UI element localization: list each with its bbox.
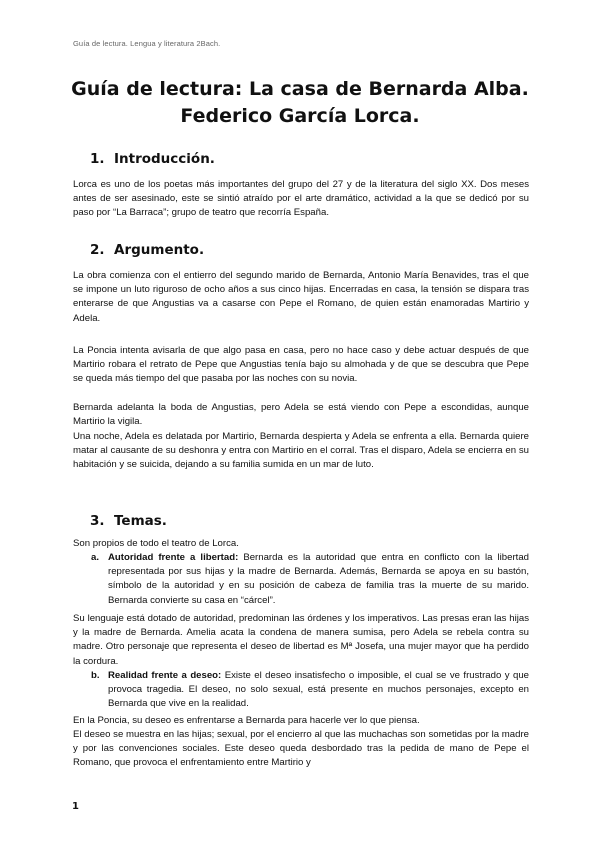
section-heading-argumento [90, 242, 204, 258]
title-line-2: Federico García Lorca. [180, 105, 420, 127]
section-heading-introduccion [90, 151, 215, 167]
temas-intro: Son propios de todo el teatro de Lorca. [73, 538, 239, 549]
list-item-text: Bernarda es la autoridad que entra en conflicto con la libertad representada por sus hijas y la madre de Bernarda. Además, Bernarda se apoya en su bastón, símbolo de la autoridad y en su posición de cabeza de familia tras la muerte de su marido. Bernarda convierte su casa en “cárcel”. [108, 552, 529, 606]
list-item-realidad [91, 669, 529, 712]
section-title: Temas. [114, 513, 167, 529]
section-title: Argumento. [114, 242, 205, 258]
document-title [40, 76, 560, 130]
list-item-title: Autoridad frente a libertad: [108, 552, 239, 563]
page-number: 1 [72, 801, 79, 812]
argumento-paragraph-3: Bernarda adelanta la boda de Angustias, pero Adela se está viendo con Pepe a escondidas, aunque Martirio la vigila. [73, 402, 529, 428]
running-header: Guía de lectura. Lengua y literatura 2Bach. [73, 39, 221, 48]
section-title: Introducción. [114, 151, 215, 167]
list-item-title: Realidad frente a deseo: [108, 670, 222, 681]
section-heading-temas [90, 513, 167, 529]
argumento-paragraph-1: La obra comienza con el entierro del segundo marido de Bernarda, Antonio María Benavides, tras el que se impone un luto riguroso de ocho años a sus cinco hijas. Encerradas en casa, la tensión se dispara tras enterarse de que Angustias va a casarse con Pepe el Romano, de quien están enamoradas Martirio y Adela. [73, 270, 529, 324]
section-number: 1. [90, 151, 105, 167]
list-marker: b. [91, 670, 100, 681]
poncia-paragraph: En la Poncia, su deseo es enfrentarse a Bernarda para hacerle ver lo que piensa. [73, 715, 420, 726]
intro-paragraph: Lorca es uno de los poetas más importantes del grupo del 27 y de la literatura del siglo XX. Dos meses antes de ser asesinado, este se sintió atraído por el arte dramático, actividad a la que se dedicó por su paso por “La Barraca”; grupo de teatro que recorría España. [73, 179, 529, 219]
list-marker: a. [91, 552, 100, 563]
section-number: 3. [90, 513, 105, 529]
argumento-paragraph-4: Una noche, Adela es delatada por Martirio, Bernarda despierta y Adela se enfrenta a ella. Bernarda quiere matar al causante de su deshonra y entra con Martirio en el corral. Tras el disparo, Adela se encierra en su habitación y se suicida, dejando a su familia sumida en un mar de luto. [73, 431, 529, 471]
section-number: 2. [90, 242, 105, 258]
title-line-1: Guía de lectura: La casa de Bernarda Alba. [71, 78, 529, 100]
deseo-paragraph: El deseo se muestra en las hijas; sexual, por el encierro al que las muchachas son sometidas por la madre y por las convenciones sociales. Este deseo queda desbordado tras la pedida de mano de Pepe el Romano, que provoca el enfrentamiento entre Martirio y [73, 729, 529, 769]
lenguaje-paragraph: Su lenguaje está dotado de autoridad, predominan las órdenes y los imperativos. Las presas eran las hijas y la madre de Bernarda. Amelia acata la condena de manera sumisa, pero Adela se rebela contra su madre. Otro personaje que representa el deseo de libertad es Mª Josefa, una mujer mayor que ha perdido la cordura. [73, 613, 529, 667]
list-item-text: Existe el deseo insatisfecho o imposible, el cual se ve frustrado y que provoca tragedia. El deseo, no solo sexual, está presente en muchos personajes, excepto en Bernarda que vive en la realidad. [108, 670, 529, 710]
list-item-autoridad [91, 551, 529, 608]
argumento-paragraph-2: La Poncia intenta avisarla de que algo pasa en casa, pero no hace caso y debe actuar después de que Martirio robara el retrato de Pepe que Angustias tenía bajo su almohada y de que se descubra que Pepe se queda más tiempo del que pasaba por las noches con su novia. [73, 345, 529, 385]
